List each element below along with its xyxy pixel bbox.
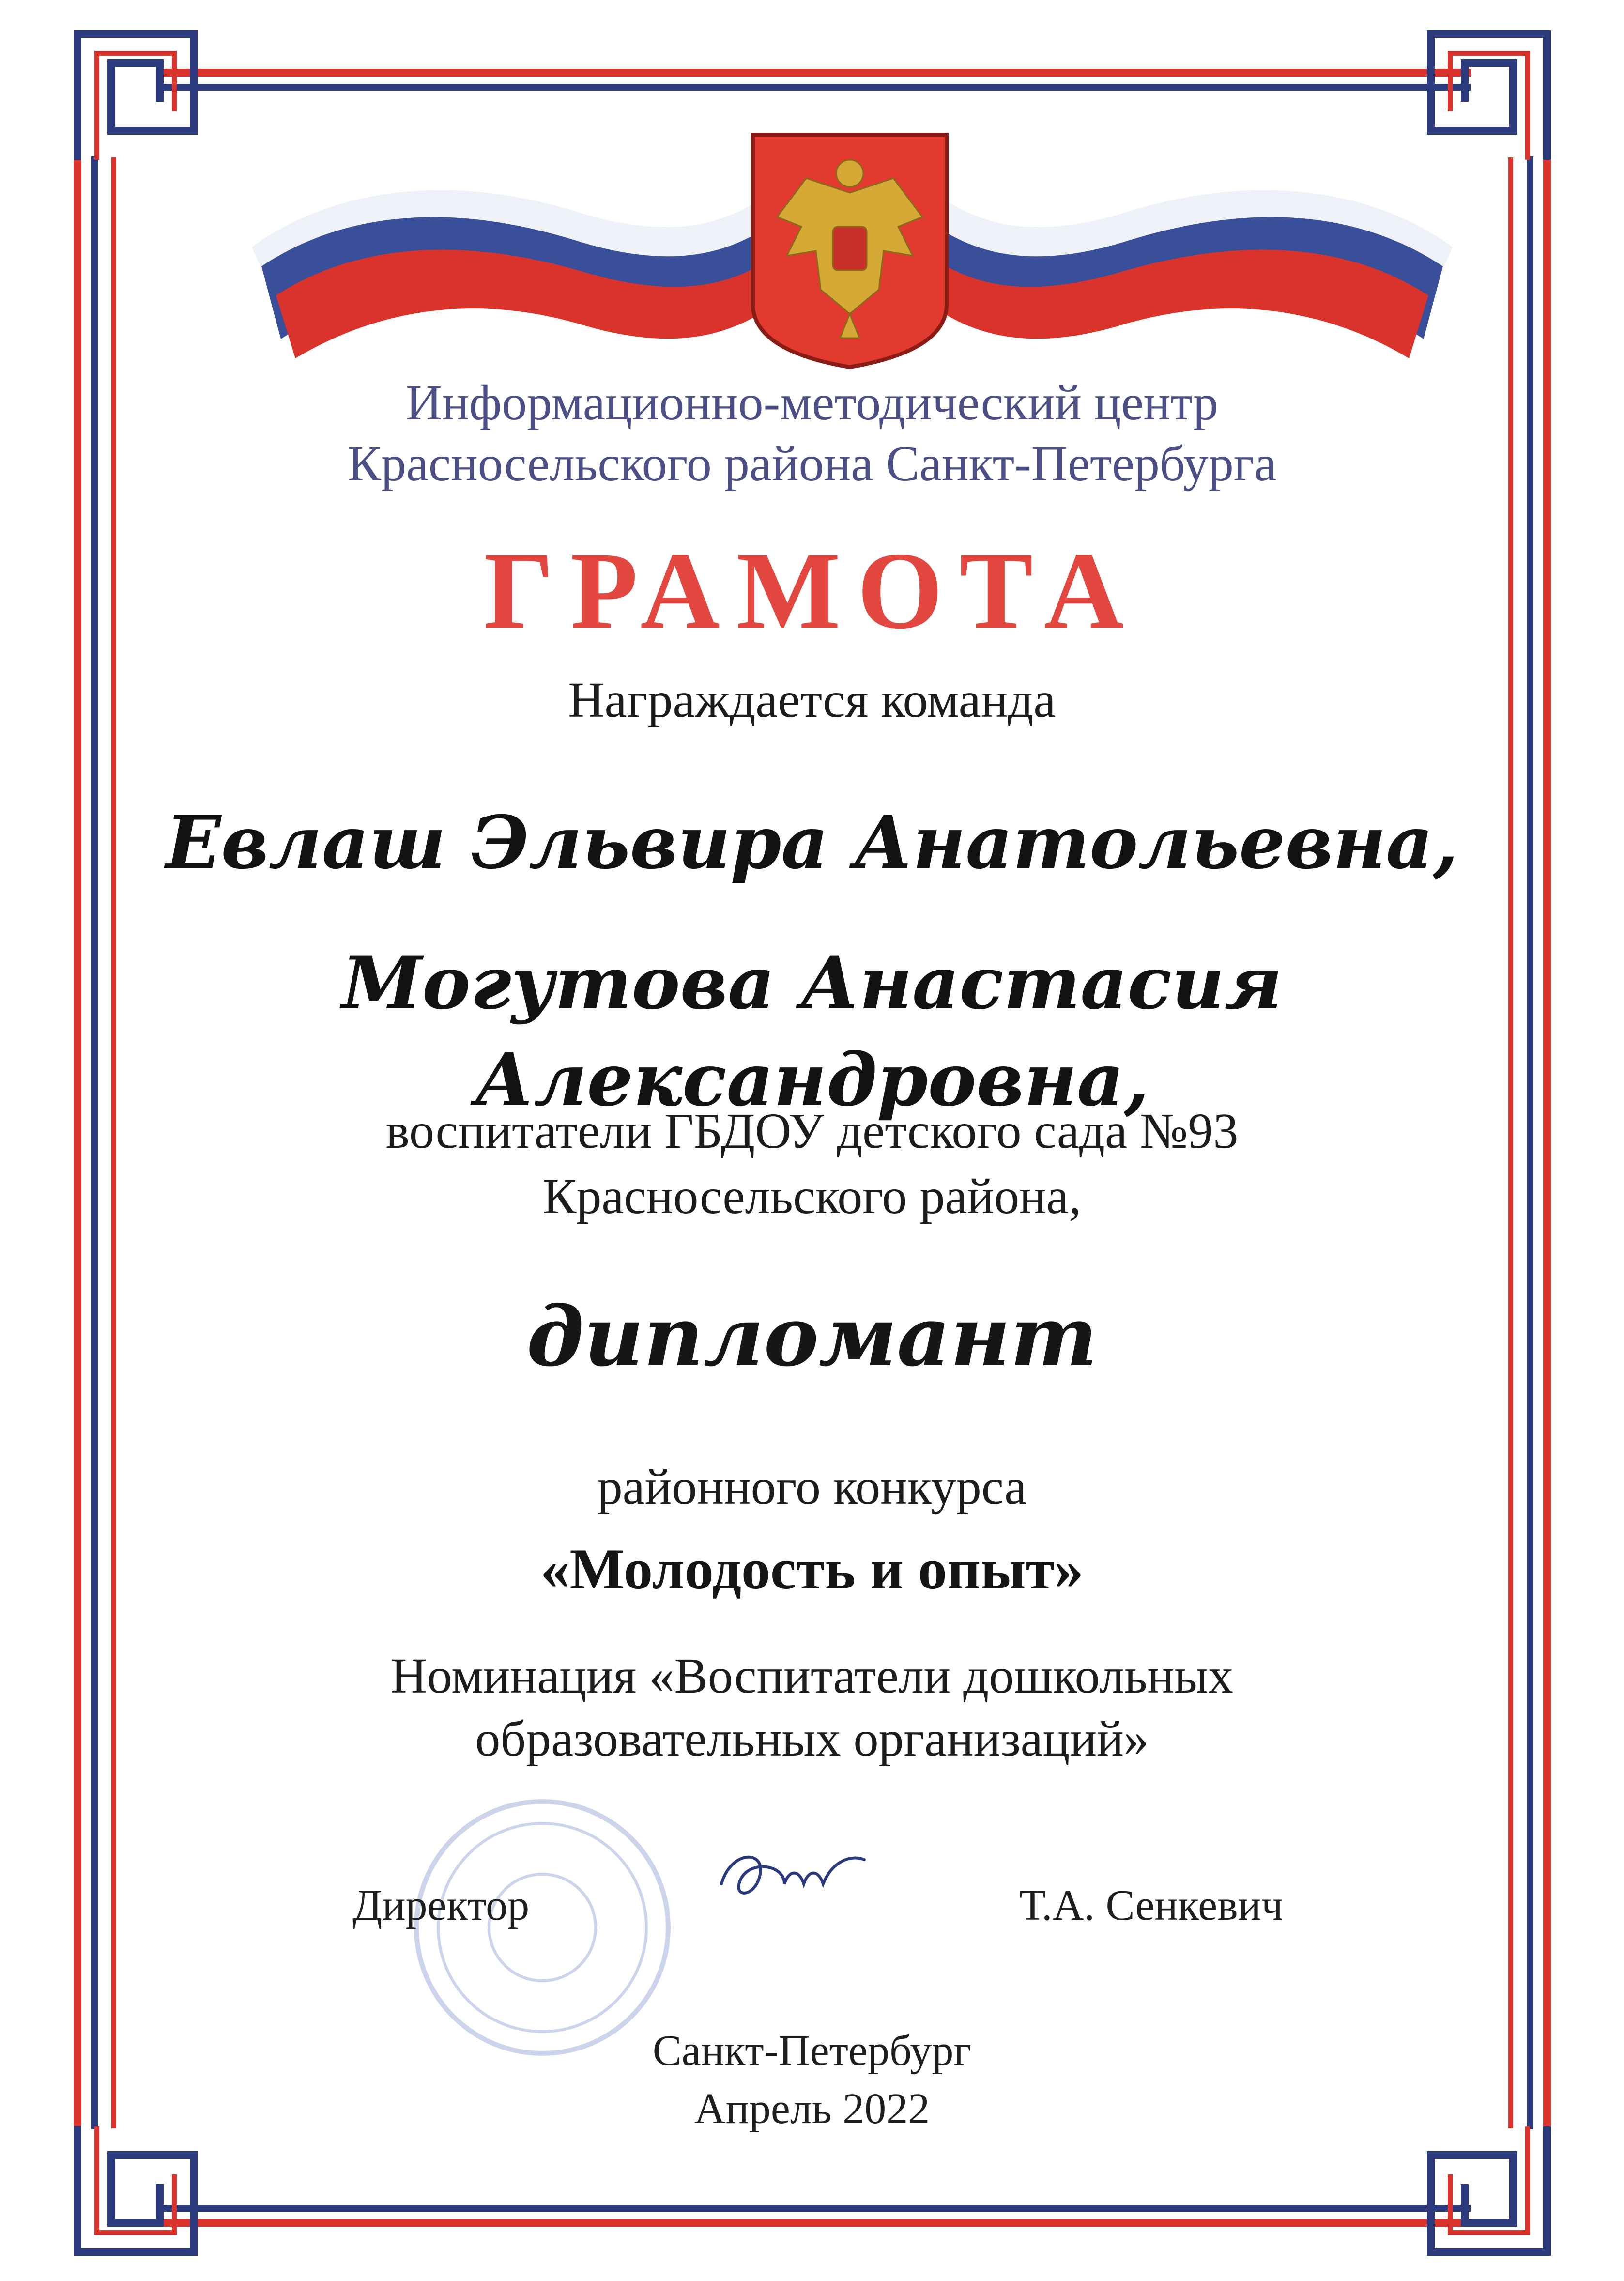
award-rank: дипломант (526, 1288, 1098, 1385)
organization-name-line2: Красносельского района Санкт-Петербурга (347, 436, 1277, 492)
recipient-name-1: Евлаш Эльвира Анатольевна, (166, 800, 1458, 885)
director-role: Директор (352, 1881, 530, 1929)
footer-city: Санкт-Петербург (652, 2027, 972, 2075)
director-name: Т.А. Сенкевич (1019, 1881, 1284, 1929)
nomination-line1: Номинация «Воспитатели дошкольных (390, 1648, 1234, 1704)
organization-name-line1: Информационно-методический центр (406, 375, 1218, 431)
nomination-line2: образовательных организаций» (475, 1711, 1149, 1767)
position-line2: Красносельского района, (543, 1169, 1081, 1224)
signature-scribble-icon (712, 1840, 872, 1918)
certificate-title: ГРАМОТА (484, 530, 1140, 652)
contest-label: районного конкурса (597, 1459, 1027, 1515)
footer-date: Апрель 2022 (694, 2085, 930, 2133)
awarded-text: Награждается команда (568, 672, 1056, 728)
contest-name: «Молодость и опыт» (540, 1537, 1084, 1601)
position-line1: воспитатели ГБДОУ детского сада №93 (385, 1103, 1239, 1159)
coat-of-arms-icon (748, 130, 951, 372)
recipient-name-2: Могутова Анастасия Александровна, (341, 940, 1283, 1123)
